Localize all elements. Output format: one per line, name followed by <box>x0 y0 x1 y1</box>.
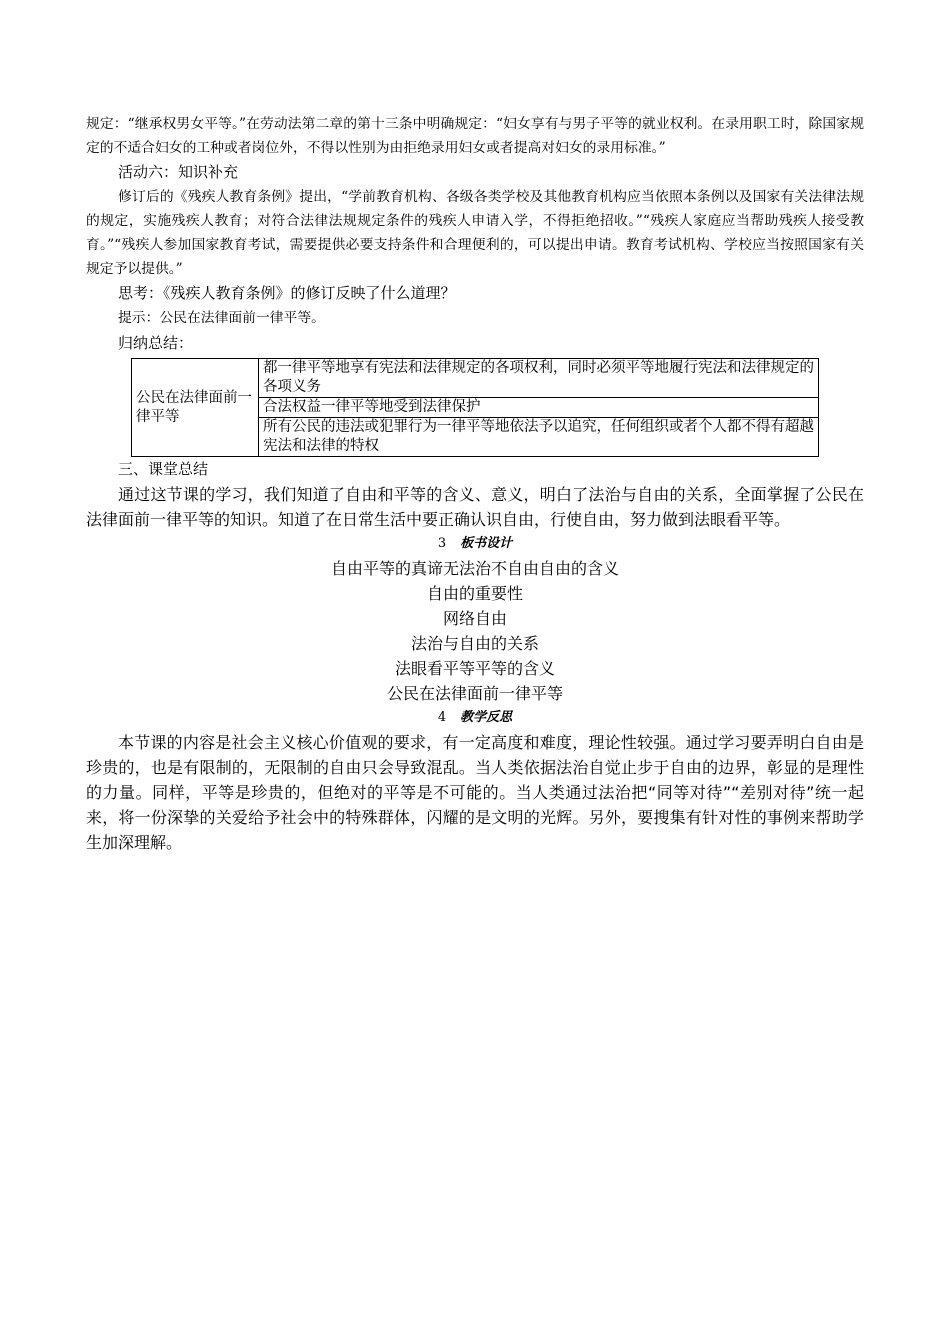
board-design-number: 3 <box>437 536 447 551</box>
board-design-heading <box>86 532 864 556</box>
summary-label: 归纳总结： <box>118 334 194 352</box>
activity6-body: 修订后的《残疾人教育条例》提出，“学前教育机构、各级各类学校及其他教育机构应当依照本条例以及国家有关法律法规的规定，实施残疾人教育；对符合法律法规规定条件的残疾人申请入学，不得拒绝招收。”“残疾人家庭应当帮助残疾人接受教育。”“残疾人参加国家教育考试，需要提供必要支持条件和合理便利的，可以提出申请。教育考试机构、学校应当按照国家有关规定予以提供。” <box>86 189 864 277</box>
document-page <box>86 112 864 855</box>
summary-row-2: 合法权益一律平等地受到法律保护 <box>259 398 819 418</box>
reflection-heading <box>86 706 864 730</box>
activity6-title: 活动六：知识补充 <box>118 163 239 181</box>
board-line-1: 自由平等的真谛无法治不自由自由的含义 <box>330 559 619 578</box>
reflection-number: 4 <box>437 710 447 725</box>
board-line-6: 公民在法律面前一律平等 <box>386 684 563 703</box>
board-line-3: 网络自由 <box>442 609 507 628</box>
hint-text: 提示：公民在法律面前一律平等。 <box>118 310 325 326</box>
reflection-body: 本节课的内容是社会主义核心价值观的要求，有一定高度和难度，理论性较强。通过学习要弄明白自由是珍贵的，也是有限制的，无限制的自由只会导致混乱。当人类依据法治自觉止步于自由的边界，彰显的是理性的力量。同样，平等是珍贵的，但绝对的平等是不可能的。当人类通过法治把“同等对待”“差别对待”统一起来，将一份深挚的关爱给予社会中的特殊群体，闪耀的是文明的光辉。另外，要搜集有针对性的事例来帮助学生加深理解。 <box>86 733 864 852</box>
summary-row-1: 都一律平等地享有宪法和法律规定的各项权利，同时必须平等地履行宪法和法律规定的各项义务 <box>259 359 819 398</box>
summary-left-cell: 公民在法律面前一律平等 <box>132 359 259 457</box>
class-summary-title: 三、课堂总结 <box>118 460 209 478</box>
intro-paragraph: 规定：“继承权男女平等。”在劳动法第二章的第十三条中明确规定：“妇女享有与男子平等的就业权利。在录用职工时，除国家规定的不适合妇女的工种或者岗位外，不得以性别为由拒绝录用妇女或者提高对妇女的录用标准。” <box>86 116 864 156</box>
board-line-5: 法眼看平等平等的含义 <box>394 659 555 678</box>
summary-row-3: 所有公民的违法或犯罪行为一律平等地依法予以追究，任何组织或者个人都不得有超越宪法和法律的特权 <box>259 418 819 457</box>
summary-table <box>131 358 819 457</box>
board-design-title: 板书设计 <box>460 536 513 551</box>
think-question: 思考：《残疾人教育条例》的修订反映了什么道理？ <box>118 284 456 302</box>
board-line-2: 自由的重要性 <box>426 584 523 603</box>
class-summary-body: 通过这节课的学习，我们知道了自由和平等的含义、意义，明白了法治与自由的关系，全面掌握了公民在法律面前一律平等的知识。知道了在日常生活中要正确认识自由，行使自由，努力做到法眼看平等。 <box>86 485 864 529</box>
table-row <box>132 359 819 398</box>
reflection-title: 教学反思 <box>460 710 513 725</box>
board-line-4: 法治与自由的关系 <box>410 634 539 653</box>
